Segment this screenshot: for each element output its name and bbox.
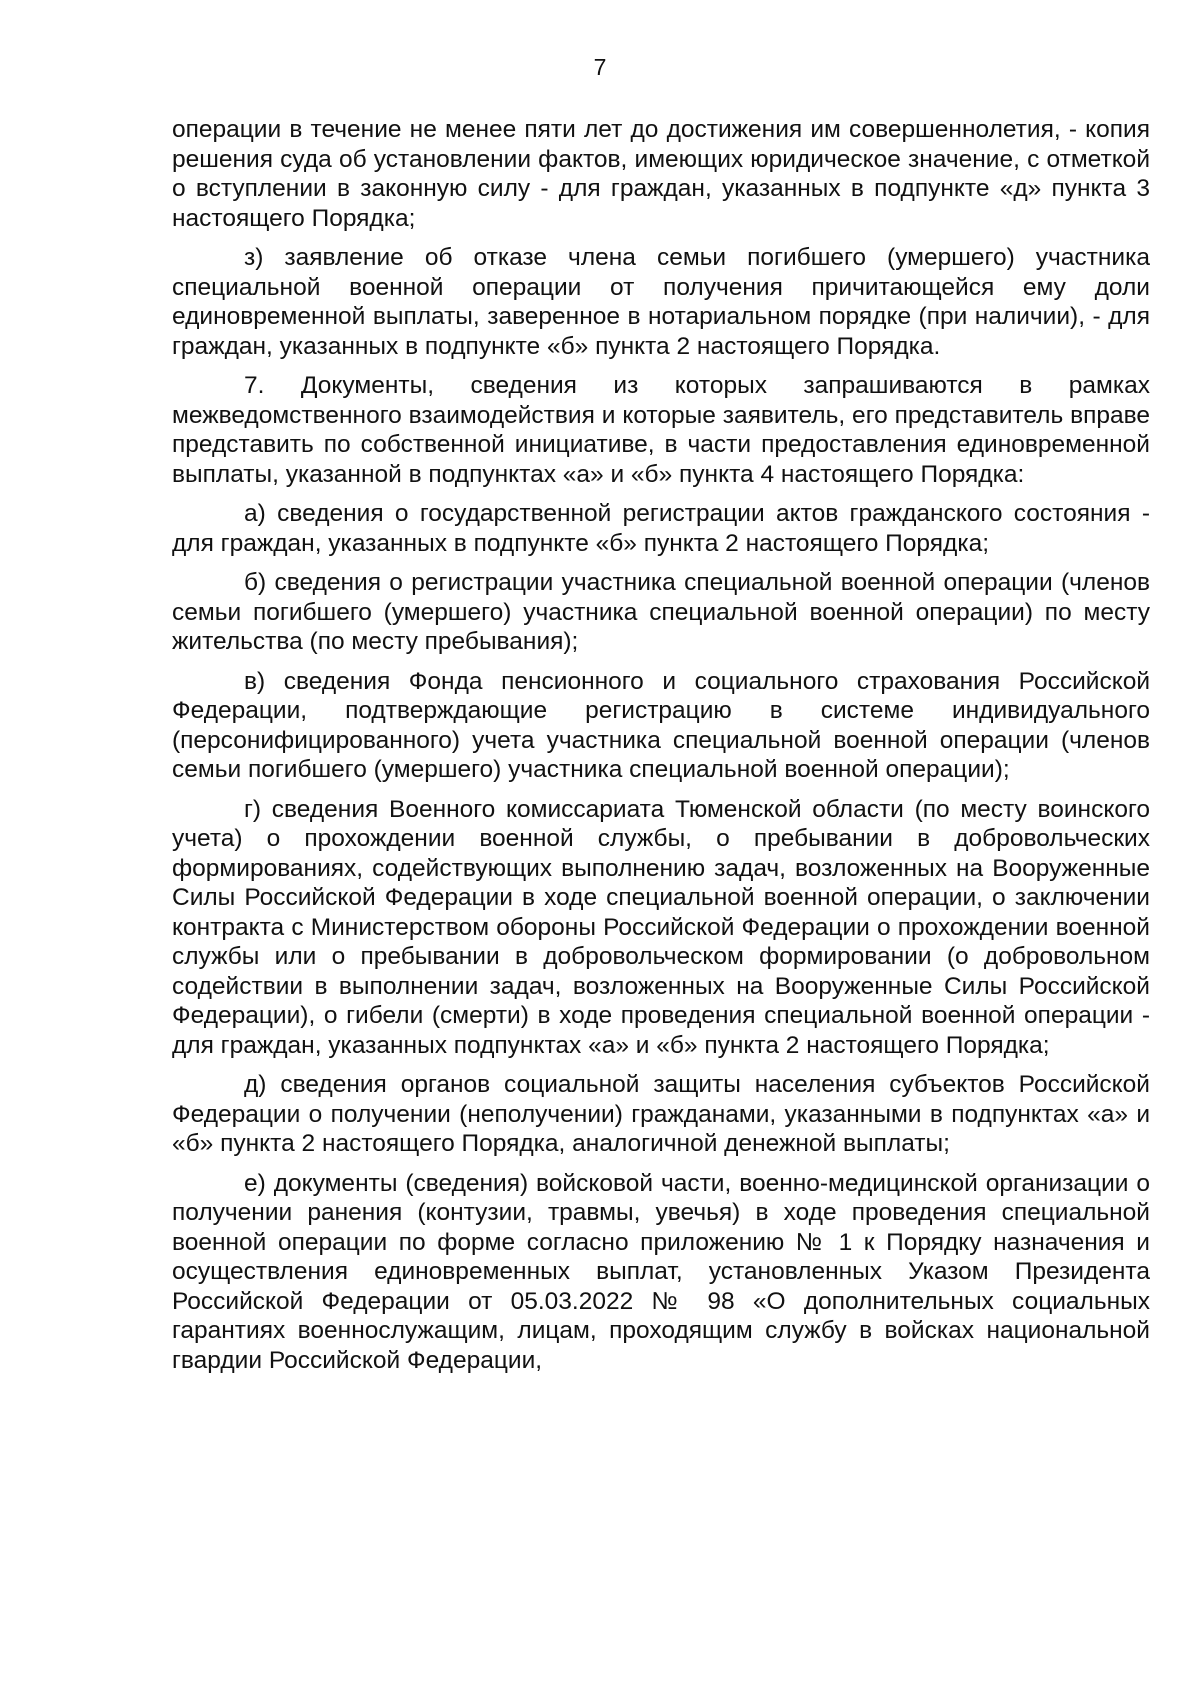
paragraph-subitem-g: г) сведения Военного комиссариата Тюменской области (по месту воинского учета) о прохождении военной службы, о пребывании в добровольческих формированиях, содействующих выполнению задач, возложенных на Вооруженные Силы Российской Федерации в ходе специальной военной операции, о заключении контракта с Министерством обороны Российской Федерации о прохождении военной службы или о пребывании в добровольческом формировании (о добровольном содействии в выполнении задач, возложенных на Вооруженные Силы Российской Федерации), о гибели (смерти) в ходе проведения специальной военной операции - для граждан, указанных подпунктах «а» и «б» пункта 2 настоящего Порядка; — [172, 795, 1150, 1059]
paragraph-subitem-d: д) сведения органов социальной защиты населения субъектов Российской Федерации о получении (неполучении) гражданами, указанными в подпунктах «а» и «б» пункта 2 настоящего Порядка, аналогичной денежной выплаты; — [172, 1071, 1150, 1157]
paragraph-subitem-a: а) сведения о государственной регистрации актов гражданского состояния - для граждан, указанных в подпункте «б» пункта 2 настоящего Порядка; — [172, 500, 1150, 557]
paragraph-subitem-z: з) заявление об отказе члена семьи погибшего (умершего) участника специальной военной операции от получения причитающейся ему доли единовременной выплаты, заверенное в нотариальном порядке (при наличии), - для граждан, указанных в подпункте «б» пункта 2 настоящего Порядка. — [172, 244, 1150, 360]
paragraph-subitem-b: б) сведения о регистрации участника специальной военной операции (членов семьи погибшего (умершего) участника специальной военной операции) по месту жительства (по месту пребывания); — [172, 569, 1150, 655]
paragraph-continuation: операции в течение не менее пяти лет до достижения им совершеннолетия, - копия решения суда об установлении фактов, имеющих юридическое значение, с отметкой о вступлении в законную силу - для граждан, указанных в подпункте «д» пункта 3 настоящего Порядка; — [172, 116, 1150, 232]
document-body — [172, 115, 1150, 1385]
paragraph-subitem-v: в) сведения Фонда пенсионного и социального страхования Российской Федерации, подтверждающие регистрацию в системе индивидуального (персонифицированного) учета участника специальной военной операции (членов семьи погибшего (умершего) участника специальной военной операции); — [172, 667, 1150, 783]
paragraph-subitem-e: е) документы (сведения) войсковой части, военно-медицинской организации о получении ранения (контузии, травмы, увечья) в ходе проведения специальной военной операции по форме согласно приложению № 1 к Порядку назначения и осуществления единовременных выплат, установленных Указом Президента Российской Федерации от 05.03.2022 № 98 «О дополнительных социальных гарантиях военнослужащим, лицам, проходящим службу в войсках национальной гвардии Российской Федерации, — [172, 1169, 1150, 1374]
paragraph-item-7: 7. Документы, сведения из которых запрашиваются в рамках межведомственного взаимодействия и которые заявитель, его представитель вправе представить по собственной инициативе, в части предоставления единовременной выплаты, указанной в подпунктах «а» и «б» пункта 4 настоящего Порядка: — [172, 372, 1150, 488]
page-number: 7 — [593, 54, 607, 80]
